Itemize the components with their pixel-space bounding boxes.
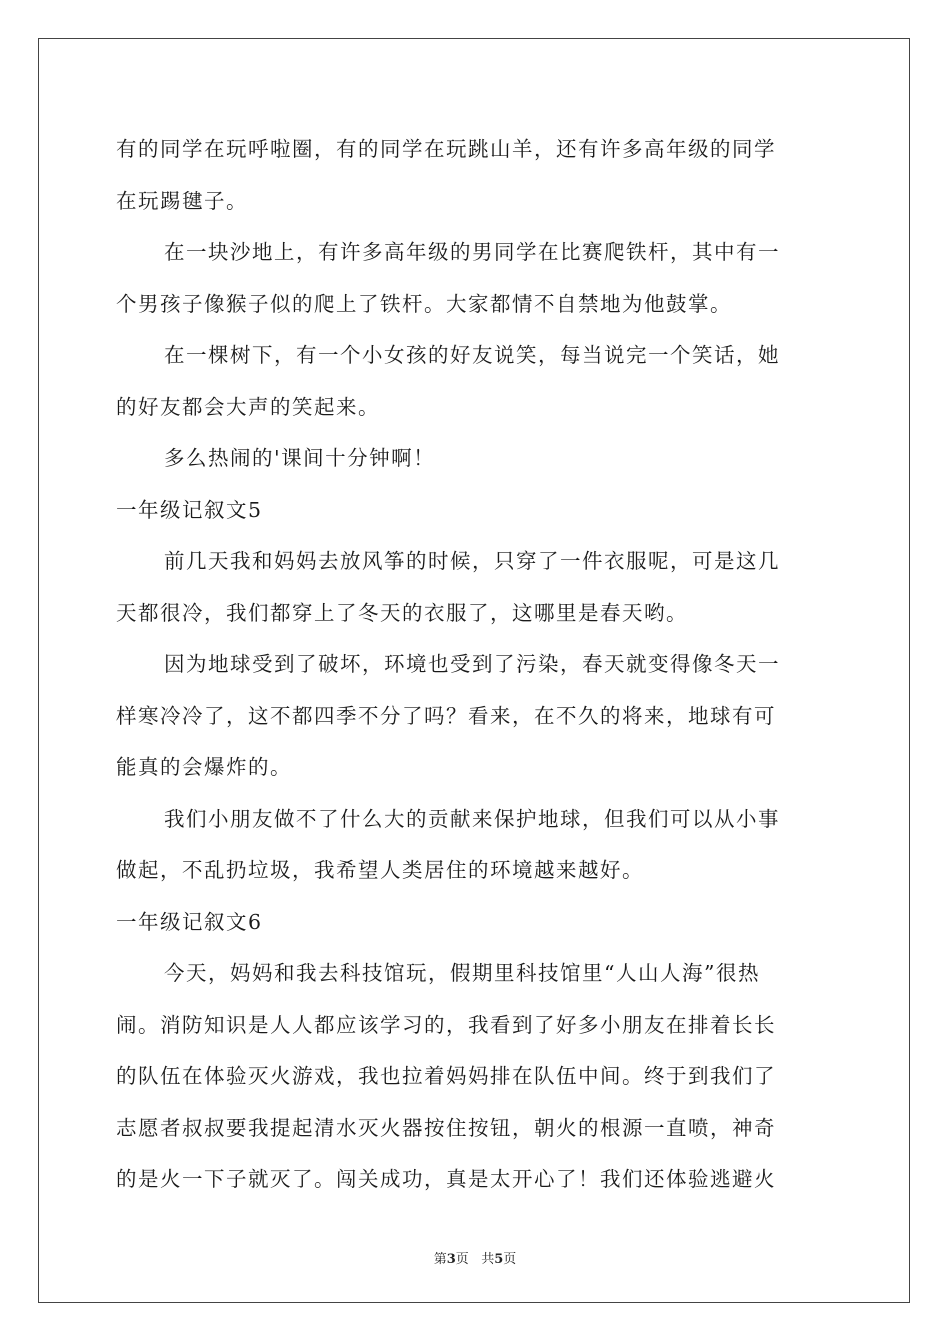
text-line: 天都很冷，我们都穿上了冬天的衣服了，这哪里是春天哟。 bbox=[116, 600, 688, 625]
footer-page-suffix: 页 bbox=[455, 1252, 469, 1267]
text-line: 在一棵树下，有一个小女孩的好友说笑，每当说完一个笑话，她 bbox=[164, 343, 780, 367]
text-line: 一年级记叙文6 bbox=[116, 909, 263, 934]
text-line: 能真的会爆炸的。 bbox=[116, 755, 292, 779]
footer-page-number: 3 bbox=[446, 1252, 456, 1267]
text-line: 因为地球受到了破坏，环境也受到了污染，春天就变得像冬天一 bbox=[164, 652, 780, 676]
text-line: 个男孩子像猴子似的爬上了铁杆。大家都情不自禁地为他鼓掌。 bbox=[116, 291, 732, 316]
text-line: 前几天我和妈妈去放风筝的时候，只穿了一件衣服呢，可是这几 bbox=[164, 549, 780, 573]
text-line: 在一块沙地上，有许多高年级的男同学在比赛爬铁杆，其中有一 bbox=[164, 240, 780, 264]
text-line: 在玩踢毽子。 bbox=[116, 188, 248, 213]
page-footer bbox=[0, 1248, 950, 1267]
text-line: 多么热闹的'课间十分钟啊！ bbox=[164, 446, 436, 470]
footer-total-prefix: 共 bbox=[481, 1252, 495, 1267]
text-line: 样寒冷冷了，这不都四季不分了吗？看来，在不久的将来，地球有可 bbox=[116, 703, 776, 728]
text-line: 闹。消防知识是人人都应该学习的，我看到了好多小朋友在排着长长 bbox=[116, 1012, 776, 1037]
text-line: 有的同学在玩呼啦圈，有的同学在玩跳山羊，还有许多高年级的同学 bbox=[116, 137, 776, 161]
text-line: 的队伍在体验灭火游戏，我也拉着妈妈排在队伍中间。终于到我们了 bbox=[116, 1064, 776, 1088]
footer-total-suffix: 页 bbox=[503, 1252, 517, 1267]
text-line: 一年级记叙文5 bbox=[116, 497, 263, 522]
text-line: 志愿者叔叔要我提起清水灭火器按住按钮，朝火的根源一直喷，神奇 bbox=[116, 1115, 776, 1140]
text-line: 的好友都会大声的笑起来。 bbox=[116, 394, 380, 419]
text-line: 的是火一下子就灭了。闯关成功，真是太开心了！我们还体验逃避火 bbox=[116, 1167, 776, 1191]
footer-prefix: 第 bbox=[433, 1252, 447, 1267]
document-body bbox=[116, 124, 832, 1206]
text-line: 我们小朋友做不了什么大的贡献来保护地球，但我们可以从小事 bbox=[164, 806, 780, 831]
text-line: 做起，不乱扔垃圾，我希望人类居住的环境越来越好。 bbox=[116, 858, 644, 882]
footer-total-pages: 5 bbox=[494, 1252, 504, 1267]
text-line: 今天，妈妈和我去科技馆玩，假期里科技馆里“人山人海”很热 bbox=[164, 961, 760, 985]
